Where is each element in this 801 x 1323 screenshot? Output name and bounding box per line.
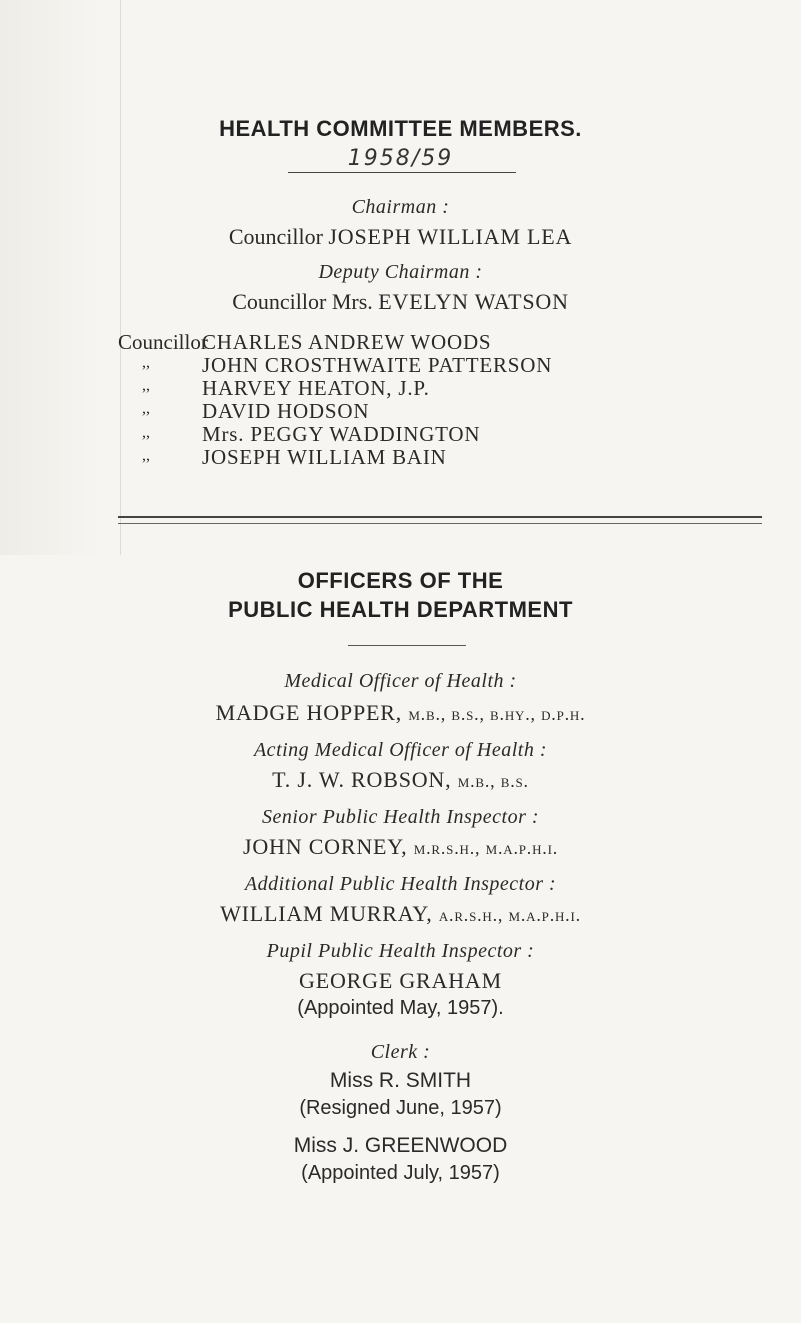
clerk-role: Clerk : — [370, 1041, 431, 1063]
officer-name: T. J. W. ROBSON, — [272, 767, 452, 792]
officers-heading-line1: OFFICERS OF THE — [297, 568, 504, 593]
chairman-name: JOSEPH WILLIAM LEA — [328, 224, 573, 249]
ditto-mark: ,, — [142, 447, 150, 464]
deputy-line — [0, 289, 801, 315]
deputy-title: Mrs. — [331, 289, 373, 314]
ditto-mark: ,, — [142, 400, 150, 417]
deputy-name: EVELYN WATSON — [378, 289, 569, 314]
officer-qualifications: m.r.s.h., m.a.p.h.i. — [413, 838, 558, 858]
officer-qualifications: m.b., b.s., b.hy., d.p.h. — [408, 704, 586, 724]
officer-line — [0, 901, 801, 927]
member-name: HARVEY HEATON, J.P. — [202, 376, 430, 400]
officer-note: (Appointed May, 1957). — [297, 997, 504, 1019]
deputy-prefix: Councillor — [232, 289, 327, 314]
clerk-note: (Resigned June, 1957) — [299, 1097, 502, 1119]
handwritten-year: 1958/59 — [347, 146, 454, 171]
member-line — [202, 422, 480, 447]
handwritten-underline — [288, 172, 516, 173]
committee-heading: HEALTH COMMITTEE MEMBERS. — [219, 116, 582, 141]
ditto-mark: ,, — [142, 377, 150, 394]
officer-name: JOHN CORNEY, — [242, 834, 408, 859]
chairman-role: Chairman : — [351, 196, 450, 218]
officer-line — [0, 767, 801, 793]
member-name: CHARLES ANDREW WOODS — [202, 330, 492, 354]
member-name: JOSEPH WILLIAM BAIN — [202, 445, 447, 469]
member-name: PEGGY WADDINGTON — [250, 422, 481, 446]
chairman-line — [0, 224, 801, 250]
section-divider — [118, 516, 762, 524]
ditto-mark: ,, — [142, 424, 150, 441]
officer-name: MADGE HOPPER, — [215, 700, 402, 725]
councillor-label: Councillor — [118, 330, 208, 354]
officer-name: GEORGE GRAHAM — [299, 968, 502, 993]
officer-role: Acting Medical Officer of Health : — [253, 739, 548, 761]
clerk-name: Miss R. SMITH — [329, 1069, 472, 1092]
officer-role: Senior Public Health Inspector : — [261, 806, 540, 828]
clerk-note: (Appointed July, 1957) — [301, 1162, 500, 1184]
officers-heading-line2: PUBLIC HEALTH DEPARTMENT — [228, 597, 573, 622]
officer-role: Medical Officer of Health : — [284, 670, 517, 692]
officer-name: WILLIAM MURRAY, — [220, 901, 433, 926]
officer-line — [0, 700, 801, 726]
clerk-name: Miss J. GREENWOOD — [293, 1134, 508, 1157]
officer-role: Additional Public Health Inspector : — [244, 873, 557, 895]
short-rule — [348, 645, 466, 646]
member-title: Mrs. — [202, 422, 245, 446]
chairman-prefix: Councillor — [228, 224, 323, 249]
officer-qualifications: a.r.s.h., m.a.p.h.i. — [438, 905, 581, 925]
officer-qualifications: m.b., b.s. — [457, 771, 529, 791]
ditto-mark: ,, — [142, 354, 150, 371]
member-name: DAVID HODSON — [202, 399, 370, 423]
deputy-role: Deputy Chairman : — [318, 261, 483, 283]
member-name: JOHN CROSTHWAITE PATTERSON — [202, 353, 553, 377]
officer-role: Pupil Public Health Inspector : — [266, 940, 535, 962]
officer-line — [0, 834, 801, 860]
